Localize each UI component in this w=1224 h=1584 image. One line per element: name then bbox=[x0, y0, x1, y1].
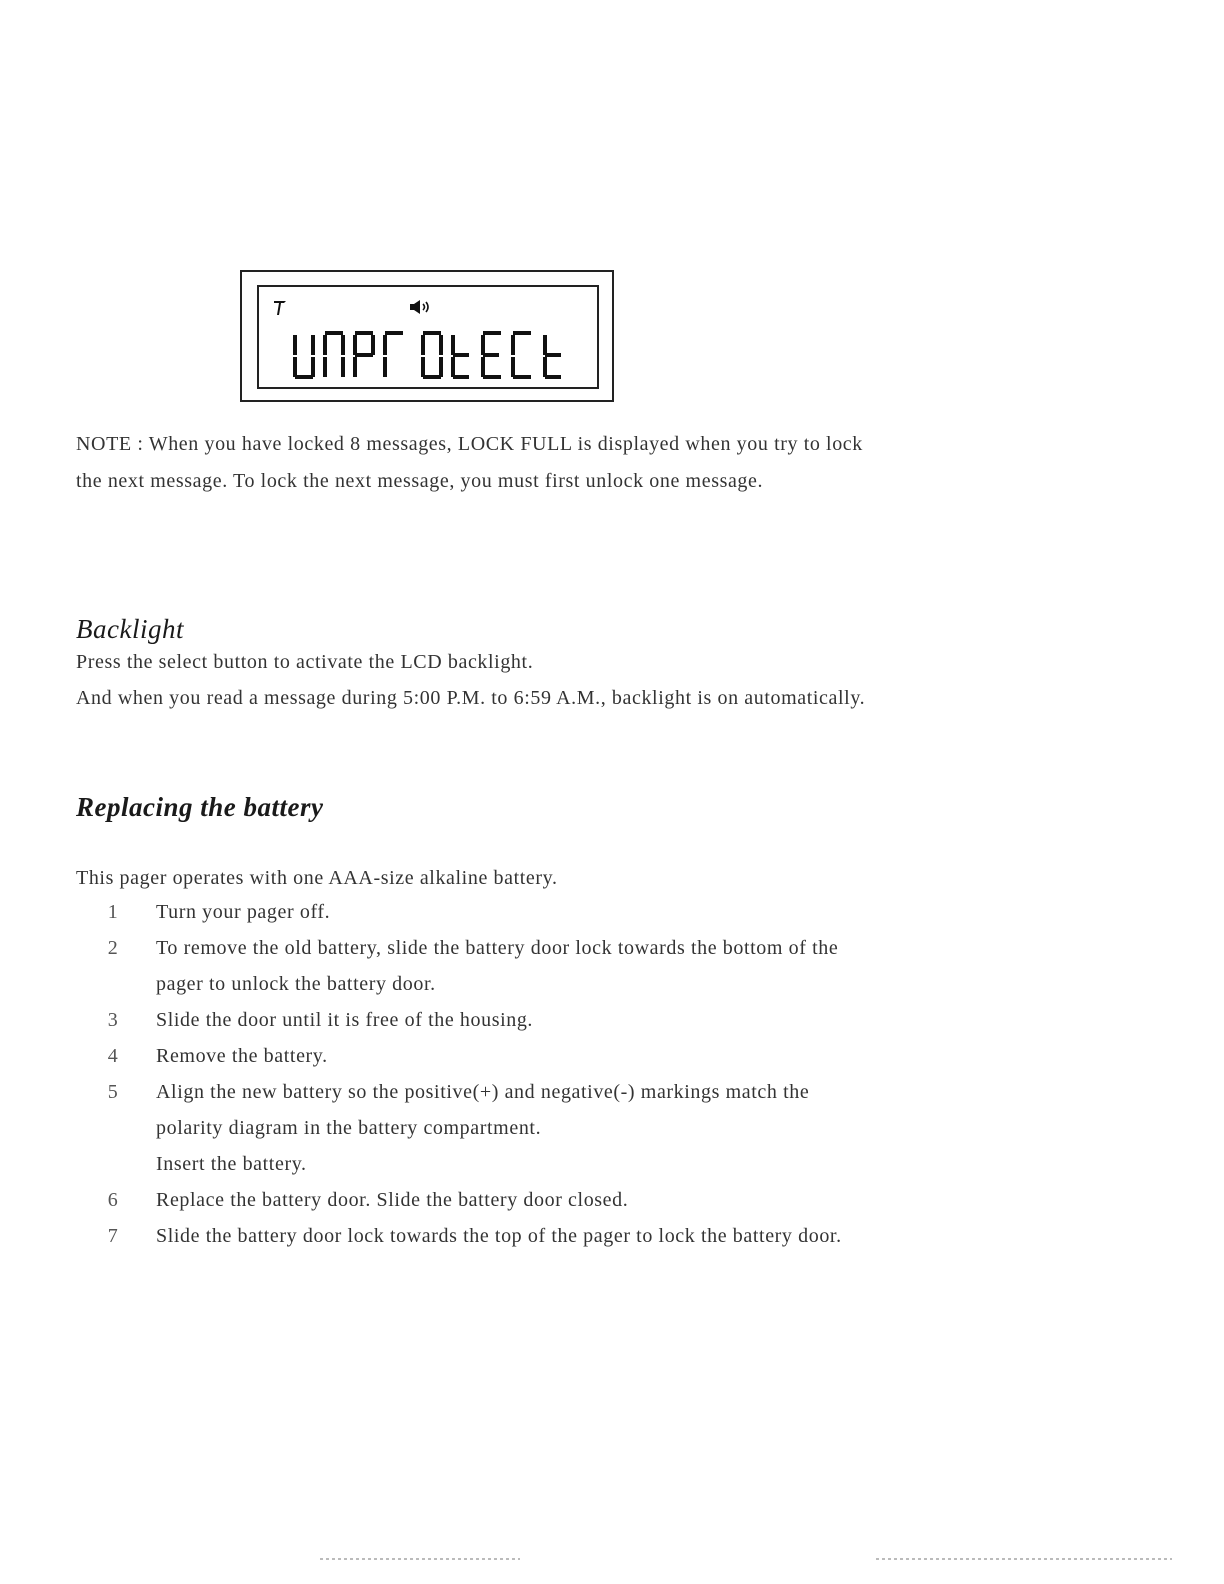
step-number: 7 bbox=[107, 1225, 119, 1247]
lcd-screen bbox=[257, 285, 599, 389]
step-number: 6 bbox=[107, 1189, 119, 1211]
list-item bbox=[100, 1218, 880, 1254]
lcd-display-text bbox=[291, 327, 591, 383]
note-paragraph: NOTE : When you have locked 8 messages, LOCK FULL is displayed when you try to lock the next message. To lock the next message, you must first unlock one message. bbox=[76, 433, 863, 492]
list-item bbox=[100, 894, 880, 930]
battery-steps-list bbox=[100, 894, 880, 1254]
step-number: 4 bbox=[107, 1045, 119, 1067]
step-text: Slide the door until it is free of the housing. bbox=[156, 1009, 534, 1031]
list-item bbox=[100, 1182, 880, 1218]
scan-artifact bbox=[320, 1558, 520, 1560]
lcd-figure bbox=[240, 270, 614, 402]
list-item bbox=[100, 1074, 880, 1182]
backlight-line-2: And when you read a message during 5:00 P.M. to 6:59 A.M., backlight is on automatically. bbox=[76, 687, 866, 709]
antenna-icon bbox=[273, 299, 287, 317]
list-item bbox=[100, 1002, 880, 1038]
battery-intro: This pager operates with one AAA-size alkaline battery. bbox=[76, 867, 558, 889]
step-text: Remove the battery. bbox=[156, 1045, 328, 1067]
step-number: 5 bbox=[107, 1081, 119, 1103]
list-item bbox=[100, 1038, 880, 1074]
battery-heading: Replacing the battery bbox=[76, 792, 324, 822]
step-text: Turn your pager off. bbox=[156, 901, 331, 923]
step-text: Align the new battery so the positive(+) and negative(-) markings match the polarity diagram in the battery compartment. bbox=[156, 1081, 810, 1139]
backlight-line-1: Press the select button to activate the LCD backlight. bbox=[76, 651, 534, 673]
step-text: Slide the battery door lock towards the top of the pager to lock the battery door. bbox=[156, 1225, 842, 1247]
scan-artifact bbox=[876, 1558, 1172, 1560]
list-item bbox=[100, 930, 880, 1002]
step-text: Replace the battery door. Slide the battery door closed. bbox=[156, 1189, 629, 1211]
step-number: 3 bbox=[107, 1009, 119, 1031]
step-text: To remove the old battery, slide the battery door lock towards the bottom of the pager to unlock the battery door. bbox=[156, 937, 839, 995]
backlight-heading: Backlight bbox=[76, 614, 184, 644]
speaker-icon bbox=[409, 299, 435, 315]
step-number: 1 bbox=[107, 901, 119, 923]
step-extra-text: Insert the battery. bbox=[156, 1153, 307, 1175]
step-number: 2 bbox=[107, 937, 119, 959]
